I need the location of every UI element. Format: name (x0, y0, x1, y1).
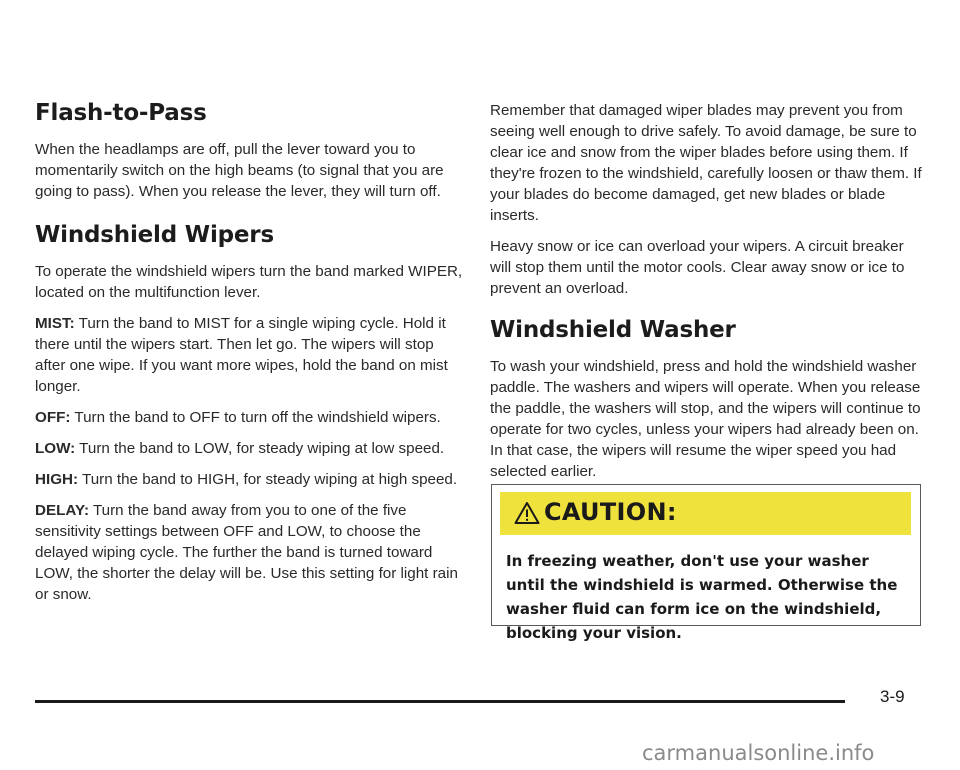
flash-to-pass-heading: Flash-to-Pass (35, 100, 207, 126)
washer-text: To wash your windshield, press and hold the windshield washer paddle. The washers and wipers will operate. When you release the paddle, the washers will stop, and the wipers will continue to operate for two cycles, unless your wipers had already been on. In that case, the wipers will resume the wiper speed you had selected earlier. (490, 358, 921, 480)
windshield-wipers-heading: Windshield Wipers (35, 222, 274, 248)
setting-text: Turn the band to MIST for a single wiping cycle. Hold it there until the wipers start. Then let go. The wipers will stop after one wipe. If you want more wipes, hold the band on mist longer. (35, 315, 448, 395)
setting-low (35, 438, 465, 459)
setting-mist (35, 313, 465, 397)
watermark: carmanualsonline.info (642, 741, 875, 765)
caution-box (491, 484, 921, 642)
setting-high (35, 469, 465, 490)
setting-term: MIST: (35, 315, 75, 332)
setting-text: Turn the band to HIGH, for steady wiping at high speed. (81, 471, 458, 488)
overload-text: Heavy snow or ice can overload your wipers. A circuit breaker will stop them until the motor cools. Clear away snow or ice to prevent an overload. (490, 238, 905, 297)
right-column (490, 100, 922, 492)
caution-title: CAUTION: (544, 498, 677, 526)
setting-term: HIGH: (35, 471, 79, 488)
left-column (35, 100, 465, 615)
setting-off (35, 407, 465, 428)
setting-text: Turn the band to OFF to turn off the windshield wipers. (74, 409, 441, 426)
setting-text: Turn the band to LOW, for steady wiping at low speed. (79, 440, 445, 457)
setting-term: OFF: (35, 409, 71, 426)
page-number: 3-9 (880, 687, 905, 706)
caution-header (500, 492, 911, 535)
setting-text: Turn the band away from you to one of the five sensitivity settings between OFF and LOW, to choose the delayed wiping cycle. The further the band is turned toward LOW, the shorter the delay will be. Use this setting for light rain or snow. (35, 502, 458, 603)
setting-delay (35, 500, 465, 605)
wipers-intro-text: To operate the windshield wipers turn the band marked WIPER, located on the multifunction lever. (35, 263, 463, 301)
warning-triangle-icon (514, 501, 540, 525)
windshield-washer-heading: Windshield Washer (490, 317, 736, 343)
setting-term: DELAY: (35, 502, 90, 519)
setting-term: LOW: (35, 440, 76, 457)
footer-rule (35, 700, 845, 703)
flash-to-pass-text: When the headlamps are off, pull the lever toward you to momentarily switch on the high beams (to signal that you are going to pass). When you release the lever, they will turn off. (35, 141, 444, 200)
wiper-blades-text: Remember that damaged wiper blades may prevent you from seeing well enough to drive safely. To avoid damage, be sure to clear ice and snow from the wiper blades before using them. If they're frozen to the windshield, carefully loosen or thaw them. If your blades do become damaged, get new blades or blade inserts. (490, 102, 922, 224)
caution-text: In freezing weather, don't use your washer until the windshield is warmed. Otherwise the washer fluid can form ice on the windshield, blocking your vision. (506, 552, 898, 642)
